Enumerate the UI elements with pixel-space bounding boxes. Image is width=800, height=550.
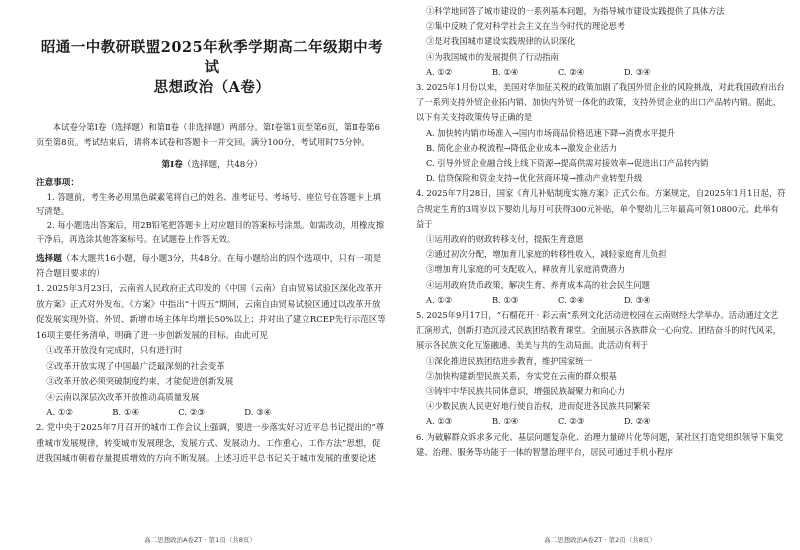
note-item: 1. 答题前，考生务必用黑色碳素笔将自己的姓名、准考证号、考场号、座位号在答题卡上填写清楚。 — [36, 192, 381, 216]
question-2-option: ②集中反映了党对科学社会主义在当今时代的理论思考 — [425, 21, 626, 32]
question-1-option: ②改革开放实现了中国最广泛最深刻的社会变革 — [46, 361, 225, 372]
question-3-option: A. 加快转内销市场准入→国内市场商品价格迅速下降→消费水平提升 — [425, 127, 676, 138]
answer-choice: D. ③④ — [623, 294, 651, 305]
page-footer: 高二思想政治A卷ZT · 第1页（共8页） — [144, 536, 256, 544]
section-heading — [36, 158, 388, 172]
answer-choice: D. ③④ — [244, 408, 272, 418]
exam-title: 昭通一中教研联盟2025年秋季学期高二年级期中考试 — [40, 39, 384, 76]
question-2-answers — [416, 65, 786, 80]
question-5-option: ②加快构建新型民族关系，夯实党在云南的群众根基 — [425, 370, 617, 381]
question-4-option: ②通过初次分配，增加育儿家庭的转移性收入，减轻家庭育儿负担 — [425, 249, 667, 260]
answer-choice: C. ②③ — [557, 416, 585, 427]
question-1-answers — [36, 406, 388, 421]
answer-choice: C. ②④ — [557, 294, 585, 305]
question-5-answers — [416, 414, 786, 429]
question-1-stem: 1. 2025年3月23日，云南省人民政府正式印发的《中国（云南）自由贸易试验区深化改革开放方案》正式对外发布。《方案》中指出“十四五”期间，云南自由贸易试验区通过以改革开放促发展实现外资、外贸、新增市场主体年均增长50%以上；并对出了建立RCEP先行示范区等16项主要任务清单，明确了进一步创新发展的目标。由此可见 — [36, 284, 386, 341]
mc-title-rest: （本大题共16小题，每小题3分，共48分。在每小题给出的四个选项中，只有一项是符合题目要求的） — [36, 254, 382, 279]
answer-choice: B. ①③ — [491, 294, 519, 305]
question-4-option: ④运用政府货币政策，解决生育、养育成本高的社会民生问题 — [425, 279, 650, 290]
question-3-stem: 3. 2025年1月份以来，美国对华加征关税的政策加剧了我国外贸企业的风险挑战，对此我国政府出台了一系列支持外贸企业拓内销、加快内外贸一体化的政策，支持外贸企业的出口产品转内销。据此，以下有关支持政策传导正确的是 — [416, 82, 785, 123]
question-3-option: D. 信贷保险和资金支持→优化营商环境→推动产业转型升级 — [425, 173, 643, 184]
question-4-option: ①运用政府的财政转移支付，提振生育意愿 — [425, 234, 584, 245]
question-3-option: C. 引导外贸企业融合线上线下资源→提高供需对接效率→促进出口产品转内销 — [425, 158, 709, 169]
mc-instructions — [36, 252, 388, 282]
answer-choice: D. ③④ — [623, 66, 651, 77]
answer-choice: B. ①④ — [491, 66, 519, 77]
page-footer: 高二思想政治A卷ZT · 第2页（共8页） — [544, 536, 656, 544]
answer-choice: D. ②④ — [623, 416, 651, 427]
question-6-stem: 6. 为破解群众诉求多元化、基层问题复杂化、治理力量碎片化等问题，某社区打造党组织领导下集党建、治理、服务等功能于一体的智慧治理平台，居民可通过手机小程序 — [416, 431, 784, 457]
section-title: 第Ⅰ卷 — [161, 160, 183, 170]
answer-choice: A. ①② — [46, 408, 73, 418]
page-right — [400, 0, 800, 550]
question-4-option: ③增加育儿家庭的可支配收入，释放育儿家庭消费潜力 — [425, 264, 626, 275]
question-1-option: ③改革开放必须突破制度约束，才能促进创新发展 — [46, 377, 234, 387]
question-2-option: ①科学地回答了城市建设的一系列基本问题，为指导城市建设实践提供了具体方法 — [425, 6, 725, 16]
question-5-option: ③铸牢中华民族共同体意识，增强民族凝聚力和向心力 — [425, 386, 626, 397]
notes-title: 注意事项： — [36, 178, 79, 188]
answer-choice: A. ①② — [425, 294, 453, 305]
question-2-option: ③是对我国城市建设实践规律的认识深化 — [425, 36, 576, 47]
answer-choice: A. ①② — [425, 66, 453, 77]
answer-choice: A. ①③ — [425, 416, 453, 427]
mc-title-bold: 选择题 — [36, 254, 62, 264]
question-1-option: ④云南以深层次改革开放推动高质量发展 — [46, 392, 200, 403]
question-4-answers — [416, 293, 786, 308]
note-item: 2. 每小题选出答案后，用2B铅笔把答题卡上对应题目的答案标号涂黑。如需改动，用橡皮擦干净后，再选涂其他答案标号。在试题卷上作答无效。 — [36, 220, 384, 244]
question-5-option: ①深化推进民族团结进步教育，维护国家统一 — [425, 355, 592, 366]
section-subtitle: （选择题，共48分） — [182, 160, 263, 170]
question-2-stem: 2. 党中央于2025年7月召开的城市工作会议上强调，要进一步落实好习近平总书记提出的“尊重城市发展规律，转变城市发展理念，发展方式、发展动力、工作重心、工作方法”思想，促进我国城市朝着存量提质增效的方向不断发展。上述习近平总书记关于城市发展的重要论述 — [36, 423, 385, 464]
answer-choice: C. ②③ — [178, 408, 206, 418]
question-4-stem: 4. 2025年7月28日，国家《育儿补贴制度实施方案》正式公布。方案规定，自2025年1月1日起，符合规定生育的3周岁以下婴幼儿每月可获得300元补贴，单个婴幼儿三年最高可领10800元。此举有益于 — [416, 188, 786, 229]
question-5-stem: 5. 2025年9月17日，“石榴花开 · 彩云南”系列文化活动进校园在云南财经大学举办。活动通过文艺汇演形式，创新打造沉浸式民族团结教育课堂。全面展示各族群众一心向党、团结奋斗的时代风采，展示各民族文化互鉴融通、美美与共的生动局面。此活动有利于 — [416, 310, 782, 351]
question-3-option: B. 简化企业办税流程→降低企业成本→激发企业活力 — [425, 142, 618, 153]
answer-choice: B. ①④ — [491, 416, 519, 427]
question-5-option: ④少数民族人民更好地行使自治权，进而促进各民族共同繁荣 — [425, 401, 650, 412]
answer-choice: C. ②④ — [557, 66, 585, 77]
question-2-option: ④为我国城市的发展提供了行动指南 — [425, 51, 559, 62]
question-1-option: ①改革开放没有完成时，只有进行时 — [46, 346, 183, 356]
answer-choice: B. ①④ — [112, 408, 140, 418]
exam-intro: 本试卷分第Ⅰ卷（选择题）和第Ⅱ卷（非选择题）两部分。第Ⅰ卷第1页至第6页，第Ⅱ卷第6页至第8页。考试结束后，请将本试卷和答题卡一并交回。满分100分，考试用时75分钟。 — [36, 122, 380, 147]
exam-subtitle: 思想政治（A卷） — [153, 79, 271, 96]
